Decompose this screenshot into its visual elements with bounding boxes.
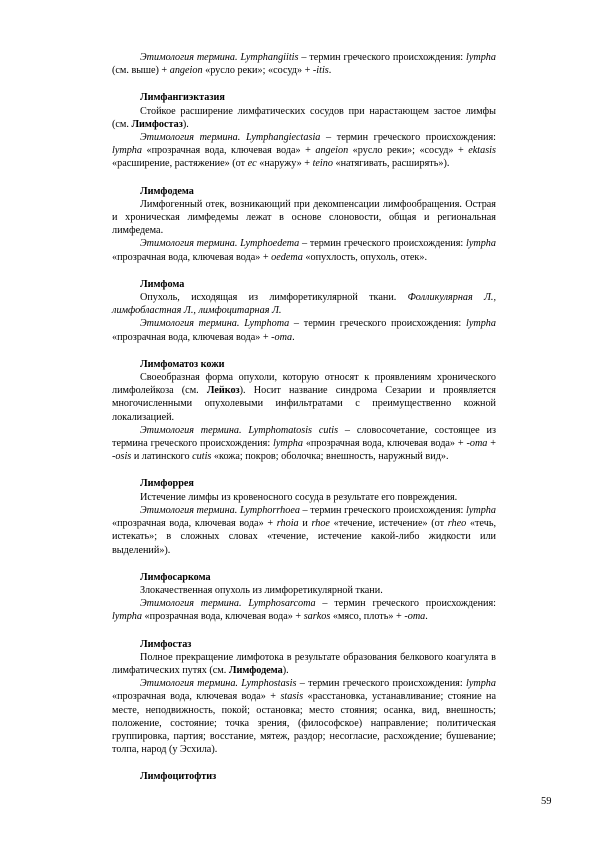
text-run: «течь, истекать»; в сложных словах «течение, истечение какой-либо жидкости или выделений»).: [112, 518, 497, 556]
entry-gap: [112, 344, 496, 358]
italic-text: oma: [469, 438, 488, 450]
text-run: «прозрачная вода, ключевая вода» +: [112, 251, 272, 263]
italic-text: oma: [407, 611, 426, 623]
paragraph: [112, 504, 496, 557]
paragraph: [112, 584, 496, 597]
text-run: – словосочетание, состоящее из термина греческого происхождения:: [112, 424, 496, 450]
text-run: «прозрачная вода, ключевая вода» +: [142, 145, 316, 157]
text-run: Злокачественная опухоль из лимфоретикулярной ткани.: [140, 584, 383, 596]
paragraph: [112, 291, 496, 317]
italic-text: angeion: [169, 65, 203, 77]
dictionary-entry: [112, 185, 496, 264]
italic-text: Этимология термина. Lymphoma: [140, 318, 290, 330]
entry-term: Лимфоматоз кожи: [140, 358, 225, 370]
text-run: Полное прекращение лимфотока в результате образования белкового коагулята в лимфатических путях (см.: [112, 651, 496, 676]
entry-gap: [112, 77, 496, 91]
italic-text: lympha: [112, 145, 142, 157]
italic-text: ec: [247, 158, 257, 170]
text-run: «течение, истечение» (от: [329, 518, 448, 530]
italic-text: lympha: [466, 678, 496, 690]
italic-text: oedema: [271, 251, 303, 263]
italic-text: angeion: [315, 145, 349, 157]
italic-text: itis: [316, 65, 329, 77]
dictionary-entry: [112, 770, 496, 783]
italic-text: lympha: [466, 238, 496, 250]
text-run: «натягивать, расширять»).: [332, 158, 450, 170]
dictionary-entry: [112, 638, 496, 757]
italic-text: cutis: [192, 451, 212, 463]
text-run: и: [298, 518, 312, 530]
text-run: .: [328, 65, 332, 77]
text-run: + -: [112, 438, 496, 463]
text-run: .: [425, 611, 428, 623]
dictionary-entry: [112, 91, 496, 170]
cross-reference: Лейкоз: [206, 385, 240, 397]
italic-text: Этимология термина. Lymphosarcoma: [140, 598, 316, 610]
text-run: «прозрачная вода, ключевая вода» + -: [112, 331, 275, 343]
paragraph: [112, 131, 496, 171]
lead-paragraph: [112, 51, 496, 77]
paragraph: [112, 51, 496, 77]
paragraph: [112, 198, 496, 238]
italic-text: sarkos: [303, 611, 331, 623]
text-run: «мясо, плоть» + -: [330, 611, 408, 623]
italic-text: Этимология термина. Lymphangiitis: [140, 52, 299, 63]
text-run: – термин греческого происхождения:: [296, 678, 466, 690]
text-run: Стойкое расширение лимфатических сосудов при нарастающем застое лимфы (см.: [112, 105, 496, 130]
italic-text: Этимология термина. Lymphomatosis cutis: [140, 424, 339, 436]
entry-term: Лимфоцитофтиз: [140, 771, 217, 783]
entry-term: Лимфодема: [140, 185, 194, 197]
entry-gap: [112, 756, 496, 770]
paragraph: [112, 597, 496, 623]
text-run: ).: [182, 118, 189, 130]
entry-gap: [112, 264, 496, 278]
text-run: .: [292, 331, 295, 343]
entry-term: Лимфоррея: [140, 478, 194, 490]
text-run: «расстановка, устанавливание; стояние на месте, неподвижность, покой; остановка; место стояния; осанка, вид, внешность; положение, состояние; точка зрения, (философское) направление; политическая группировка, партия; восстание, мятеж, раздор; несогласие, расхождение; бушевание; толпа, народ (у Эсхила).: [112, 691, 496, 756]
text-run: «прозрачная вода, ключевая вода» +: [112, 518, 277, 530]
dictionary-entry: [112, 477, 496, 556]
italic-text: rhoia: [276, 518, 299, 530]
text-run: «прозрачная вода, ключевая вода» +: [142, 611, 304, 623]
dictionary-entry: [112, 571, 496, 624]
italic-text: teino: [312, 158, 333, 170]
italic-text: ektasis: [468, 145, 496, 157]
italic-text: lympha: [112, 611, 142, 623]
italic-text: lympha: [465, 504, 496, 516]
paragraph: [112, 677, 496, 756]
page-body: [112, 51, 496, 784]
italic-text: Этимология термина. Lymphangiectasia: [140, 132, 321, 144]
italic-text: Этимология термина. Lymphoedema: [140, 238, 300, 250]
paragraph: [112, 424, 496, 464]
text-run: – термин греческого происхождения:: [298, 52, 466, 63]
entry-gap: [112, 624, 496, 638]
italic-text: rhoe: [311, 518, 330, 530]
dictionary-entry: [112, 278, 496, 344]
italic-text: stasis: [280, 691, 304, 703]
text-run: «прозрачная вода, ключевая вода» +: [112, 691, 281, 703]
text-run: и латинского: [131, 451, 193, 463]
entry-term: Лимфангиэктазия: [140, 92, 225, 104]
italic-text: lympha: [273, 438, 303, 450]
text-run: Лимфогенный отек, возникающий при декомпенсации лимфообращения. Острая и хроническая лимфедемы лежат в основе слоновости, общая и региональная лимфедема.: [112, 198, 496, 237]
paragraph: [112, 651, 496, 677]
text-run: «русло реки»; «сосуд» + -: [202, 65, 317, 77]
text-run: «русло реки»; «сосуд» +: [348, 145, 469, 157]
text-run: – термин греческого происхождения:: [315, 598, 496, 610]
text-run: «кожа; покров; оболочка; внешность, наружный вид».: [211, 451, 449, 463]
italic-text: lympha: [465, 52, 496, 63]
page-number: 59: [541, 796, 552, 807]
italic-text: Этимология термина. Lymphorrhoea: [140, 504, 300, 516]
entries-list: [112, 77, 496, 783]
italic-text: Фолликулярная Л., лимфобластная Л., лимфоцитарная Л.: [112, 292, 496, 317]
italic-text: osis: [115, 451, 132, 463]
entry-term: Лимфома: [140, 278, 185, 290]
text-run: Своеобразная форма опухоли, которую относят к проявлениям хронического лимфолейкоза (см.: [112, 372, 496, 397]
dictionary-entry: [112, 358, 496, 464]
paragraph: [112, 317, 496, 343]
italic-text: rheo: [447, 518, 467, 530]
text-run: ).: [282, 664, 289, 676]
text-run: (см. выше) +: [112, 65, 170, 77]
entry-gap: [112, 171, 496, 185]
text-run: Истечение лимфы из кровеносного сосуда в результате его повреждения.: [140, 491, 458, 503]
entry-gap: [112, 557, 496, 571]
text-run: «расширение, растяжение» (от: [112, 158, 248, 170]
cross-reference: Лимфостаз: [131, 118, 183, 130]
text-run: – термин греческого происхождения:: [320, 132, 496, 144]
text-run: – термин греческого происхождения:: [299, 238, 466, 250]
entry-gap: [112, 463, 496, 477]
text-run: «опухлость, опухоль, отек».: [302, 251, 428, 263]
paragraph: [112, 105, 496, 131]
text-run: «прозрачная вода, ключевая вода» + -: [303, 438, 470, 450]
text-run: – термин греческого происхождения:: [289, 318, 466, 330]
italic-text: oma: [274, 331, 293, 343]
paragraph: [112, 371, 496, 424]
entry-term: Лимфостаз: [140, 638, 192, 650]
paragraph: [112, 237, 496, 263]
cross-reference: Лимфодема: [228, 664, 283, 676]
entry-term: Лимфосаркома: [140, 571, 211, 583]
text-run: ). Носит название синдрома Сезарии и проявляется многочисленными опухолевыми инфильтратами с преимущественно кожной локализацией.: [112, 385, 496, 423]
text-run: Опухоль, исходящая из лимфоретикулярной ткани.: [140, 292, 408, 304]
text-run: – термин греческого происхождения:: [299, 504, 466, 516]
text-run: «наружу» +: [256, 158, 313, 170]
italic-text: lympha: [466, 318, 496, 330]
paragraph: [112, 491, 496, 504]
italic-text: Этимология термина. Lymphostasis: [140, 678, 297, 690]
